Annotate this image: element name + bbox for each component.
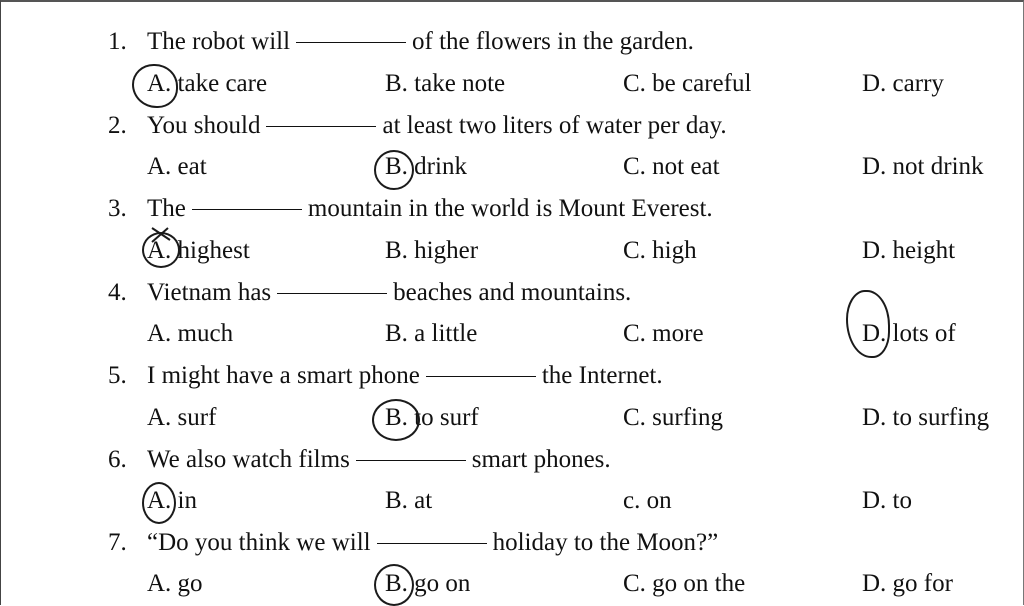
options-row-5 — [0, 397, 1024, 439]
question-stem — [147, 188, 713, 230]
answer-blank — [356, 460, 466, 461]
option-a[interactable]: A. take care — [147, 70, 268, 97]
question-stem — [147, 21, 694, 63]
question-7 — [0, 522, 1024, 564]
stem-before: We also watch films — [147, 446, 350, 473]
option-c[interactable]: C. surfing — [623, 404, 723, 431]
stem-before: “Do you think we will — [147, 529, 371, 556]
options-row-1 — [0, 63, 1024, 105]
question-4 — [0, 272, 1024, 314]
question-6 — [0, 439, 1024, 481]
option-d[interactable]: D. to surfing — [862, 404, 990, 431]
question-number: 1. — [108, 28, 127, 55]
question-number: 7. — [108, 529, 127, 556]
stem-before: The — [147, 195, 186, 222]
answer-blank — [426, 376, 536, 377]
options-row-3 — [0, 230, 1024, 272]
option-c[interactable]: C. high — [623, 237, 697, 264]
options-row-6 — [0, 480, 1024, 522]
options-row-4 — [0, 313, 1024, 355]
option-c[interactable]: C. more — [623, 320, 704, 347]
stem-after: of the flowers in the garden. — [412, 28, 694, 55]
option-d[interactable]: D. to — [862, 487, 912, 514]
option-a[interactable]: A. eat — [147, 153, 207, 180]
option-d[interactable]: D. lots of — [862, 320, 956, 347]
question-stem — [147, 355, 663, 397]
option-c[interactable]: C. be careful — [623, 70, 752, 97]
options-row-2 — [0, 146, 1024, 188]
stem-before: You should — [147, 112, 261, 139]
option-b[interactable]: B. a little — [385, 320, 478, 347]
question-2 — [0, 105, 1024, 147]
question-number: 2. — [108, 112, 127, 139]
stem-before: I might have a smart phone — [147, 362, 420, 389]
option-b[interactable]: B. drink — [385, 153, 467, 180]
question-1 — [0, 21, 1024, 63]
answer-blank — [377, 543, 487, 544]
option-a[interactable]: A. surf — [147, 404, 217, 431]
question-3 — [0, 188, 1024, 230]
option-a[interactable]: A. go — [147, 570, 203, 597]
stem-before: Vietnam has — [147, 279, 272, 306]
stem-after: holiday to the Moon?” — [492, 529, 719, 556]
option-d[interactable]: D. height — [862, 237, 956, 264]
option-a[interactable]: A. much — [147, 320, 234, 347]
option-c[interactable]: C. not eat — [623, 153, 720, 180]
options-row-7 — [0, 563, 1024, 605]
option-c[interactable]: C. go on the — [623, 570, 746, 597]
question-stem — [147, 105, 727, 147]
option-b[interactable]: B. at — [385, 487, 433, 514]
option-d[interactable]: D. go for — [862, 570, 953, 597]
stem-after: mountain in the world is Mount Everest. — [307, 195, 713, 222]
option-c[interactable]: c. on — [623, 487, 672, 514]
stem-after: beaches and mountains. — [393, 279, 632, 306]
option-a[interactable]: A. in — [147, 487, 197, 514]
question-stem — [147, 272, 631, 314]
option-d[interactable]: D. not drink — [862, 153, 984, 180]
answer-blank — [296, 42, 406, 43]
option-b[interactable]: B. higher — [385, 237, 479, 264]
question-stem — [147, 522, 718, 564]
answer-blank — [266, 126, 376, 127]
question-number: 5. — [108, 362, 127, 389]
option-a[interactable]: A. highest — [147, 237, 250, 264]
question-stem — [147, 439, 611, 481]
option-b[interactable]: B. to surf — [385, 404, 479, 431]
stem-before: The robot will — [147, 28, 291, 55]
stem-after: at least two liters of water per day. — [382, 112, 727, 139]
answer-blank — [277, 293, 387, 294]
question-5 — [0, 355, 1024, 397]
option-b[interactable]: B. take note — [385, 70, 506, 97]
question-number: 6. — [108, 446, 127, 473]
stem-after: the Internet. — [541, 362, 663, 389]
answer-blank — [192, 209, 302, 210]
option-d[interactable]: D. carry — [862, 70, 944, 97]
question-number: 4. — [108, 279, 127, 306]
stem-after: smart phones. — [471, 446, 611, 473]
option-b[interactable]: B. go on — [385, 570, 471, 597]
question-number: 3. — [108, 195, 127, 222]
